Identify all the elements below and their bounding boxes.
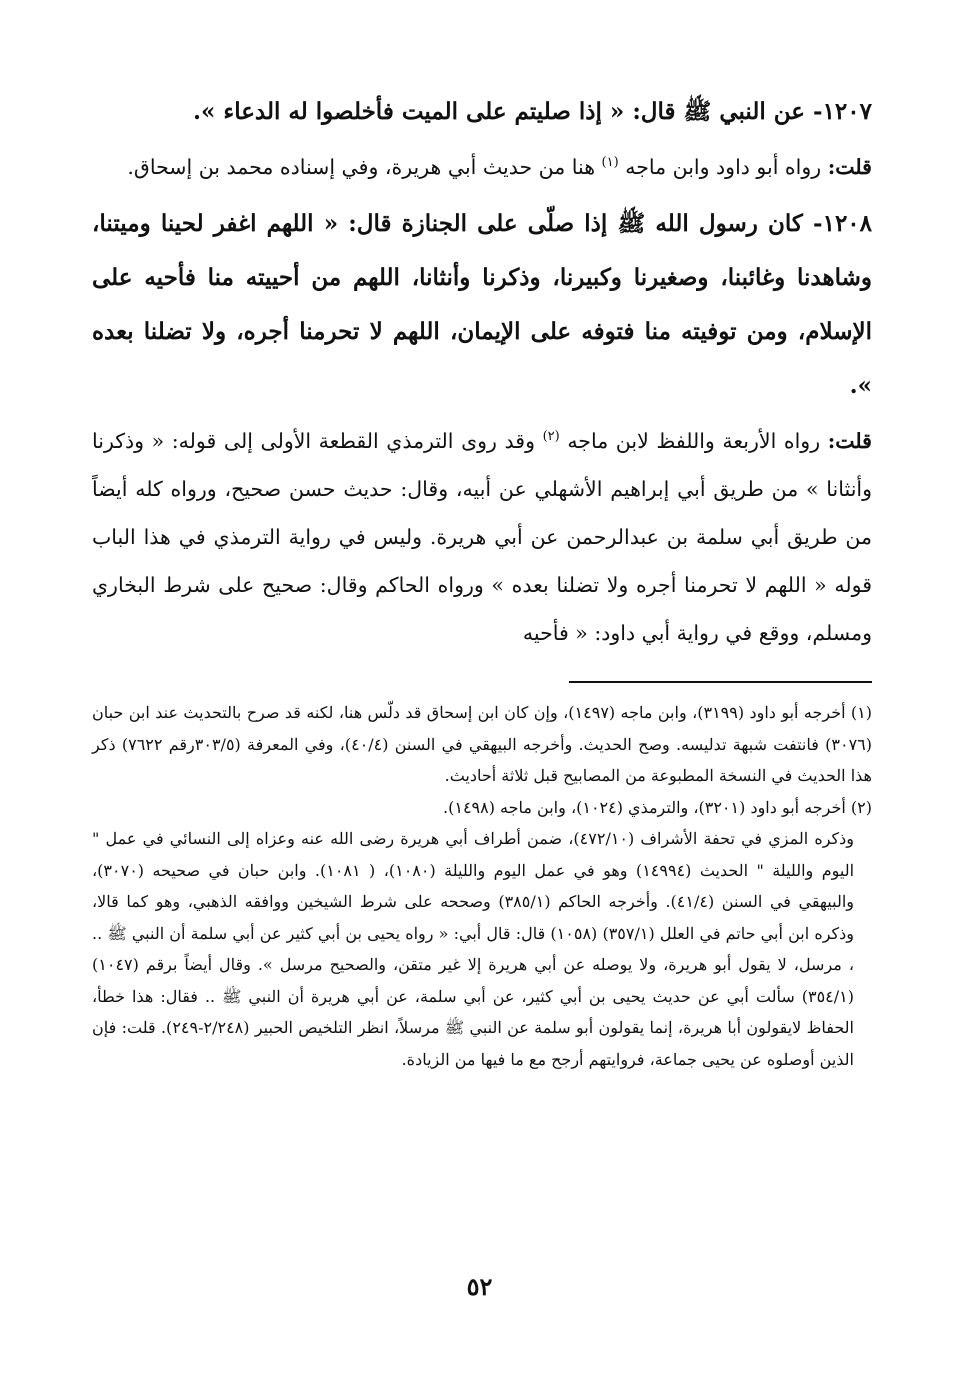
footnote-divider [569,681,872,683]
comment-1 [92,143,872,191]
hadith-number: ١٢٠٨- [813,210,873,237]
comment-label: قلت: [827,429,872,453]
hadith-number: ١٢٠٧- [813,98,872,125]
hadith-1208 [92,197,872,413]
footnote-2: (٢) أخرجه أبو داود (٣٢٠١)، والترمذي (١٠٢٤)، وابن ماجه (١٤٩٨). [443,797,872,817]
page-number: ٥٢ [466,1272,493,1301]
footnote-2-continuation: وذكره المزي في تحفة الأشراف (٤٧٢/١٠)، ضمن أطراف أبي هريرة رضى الله عنه وعزاه إلى النسائي في عمل " اليوم والليلة " الحديث (١٤٩٩٤) وهو في عمل اليوم والليلة (١٠٨٠)، ( ١٠٨١). وابن حبان في صحيحه (٣٠٧٠)، والبيهقي في السنن (٤١/٤). وأخرجه الحاكم (٣٨٥/١) وصححه على شرط الشيخين ووافقه الذهبي، وهو كما قالا، وذكره ابن أبي حاتم في العلل (٣٥٧/١) (١٠٥٨) قال: قال أبي: « رواه يحيى بن أبي كثير عن أبي سلمة أن النبي ﷺ .. ، مرسل، لا يقول أبو هريرة، ولا يوصله عن أبي هريرة إلا غير متقن، والصحيح مرسل ». وقال أيضاً برقم (١٠٤٧) (٣٥٤/١) سألت أبي عن حديث يحيى بن أبي كثير، عن أبي سلمة، عن أبي هريرة أن النبي ﷺ .. فقال: هذا خطأ، الحفاظ لايقولون أبا هريرة، إنما يقولون أبو سلمة عن النبي ﷺ مرسلاً، انظر التلخيص الحبير (٢/٢٤٨-٢٤٩). قلت: فإن الذين أوصلوه عن يحيى جماعة، فروايتهم أرجح مع ما فيها من الزيادة. [92,829,855,1069]
comment-text-before: رواه أبو داود وابن ماجه [625,155,822,179]
comment-label: قلت: [827,155,872,179]
comment-2 [92,417,872,657]
hadith-1207 [92,85,872,139]
comment-text-before: رواه الأربعة واللفظ لابن ماجه [567,429,821,453]
comment-text-after: هنا من حديث أبي هريرة، وفي إسناده محمد بن إسحاق. [127,155,596,179]
hadith-text: كان رسول الله ﷺ إذا صلّى على الجنازة قال: « اللهم اغفر لحينا وميتنا، وشاهدنا وغائبنا، وصغيرنا وكبيرنا، وذكرنا وأنثانا، اللهم من أحييته منا فأحيه على الإسلام، ومن توفيته منا فتوفه على الإيمان، اللهم لا تحرمنا أجره، ولا تضلنا بعده ». [92,210,872,399]
footnote-ref-1[interactable]: (١) [601,155,619,171]
page-body [92,85,872,1075]
footnote-ref-2[interactable]: (٢) [542,429,560,445]
hadith-text: عن النبي ﷺ قال: « إذا صليتم على الميت فأخلصوا له الدعاء ». [193,98,806,125]
comment-text-after: وقد روى الترمذي القطعة الأولى إلى قوله: « وذكرنا وأنثانا » من طريق أبي إبراهيم الأشهلي عن أبيه، وقال: حديث حسن صحيح، ورواه كله أيضاً من طريق أبي سلمة بن عبدالرحمن عن أبي هريرة. وليس في رواية الترمذي في هذا الباب قوله « اللهم لا تحرمنا أجره ولا تضلنا بعده » ورواه الحاكم وقال: صحيح على شرط البخاري ومسلم، ووقع في رواية أبي داود: « فأحيه [92,429,872,645]
footnotes [92,697,872,1075]
footnote-1: (١) أخرجه أبو داود (٣١٩٩)، وابن ماجه (١٤٩٧)، وإن كان ابن إسحاق قد دلّس هنا، لكنه قد صرح بالتحديث عند ابن حبان (٣٠٧٦) فانتفت شبهة تدليسه. وصح الحديث. وأخرجه البيهقي في السنن (٤٠/٤)، وفي المعرفة (٣٠٣/٥رقم ٧٦٢٢) ذكر هذا الحديث في النسخة المطبوعة من المصابيح قبل ثلاثة أحاديث. [92,703,873,785]
